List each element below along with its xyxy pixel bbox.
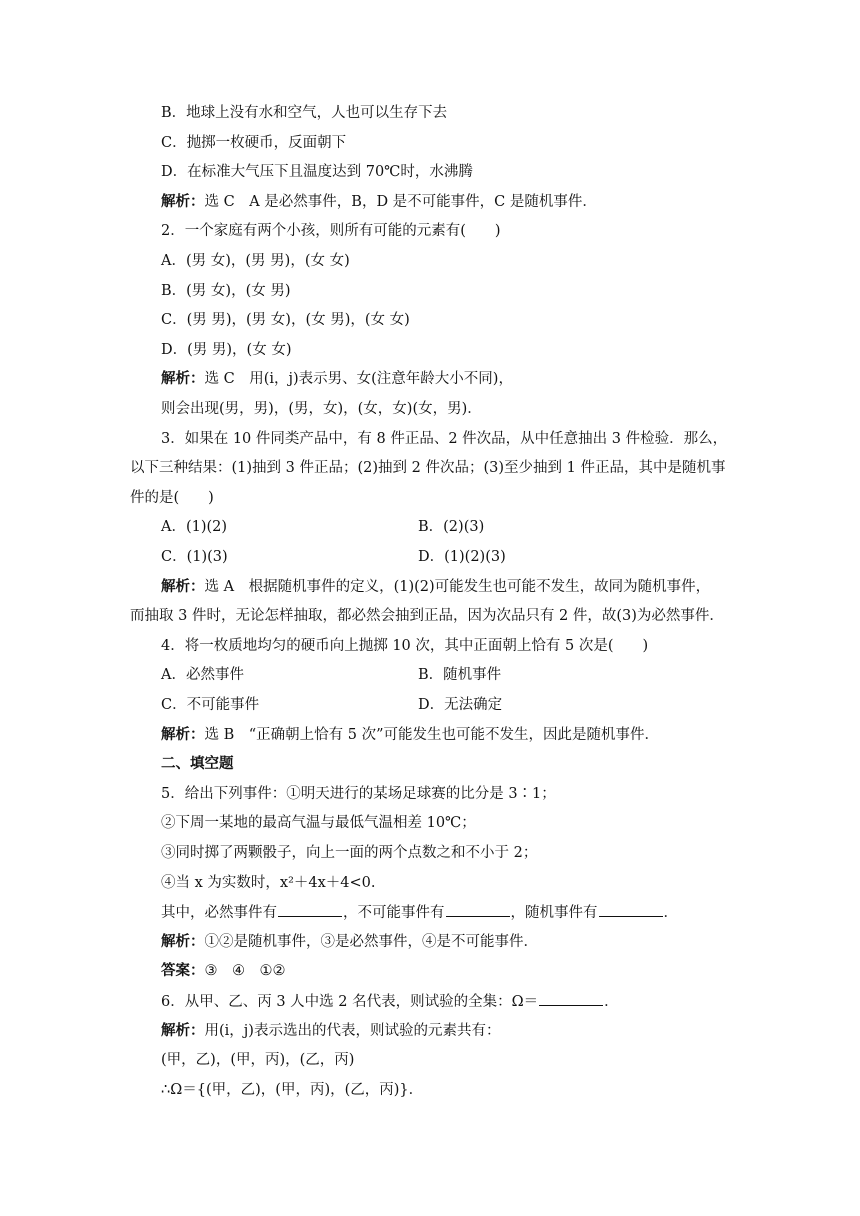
q3-option-d: D．(1)(2)(3): [418, 549, 506, 565]
blank-prompt-impossible: ，不可能事件有: [343, 905, 445, 921]
q4-option-d: D．无法确定: [418, 697, 503, 713]
q4-option-a: A．必然事件: [161, 667, 244, 683]
q4-stem: 4．将一枚质地均匀的硬币向上抛掷 10 次，其中正面朝上恰有 5 次是( ): [161, 638, 649, 654]
q5-event-2: ②下周一某地的最高气温与最低气温相差 10℃；: [161, 815, 476, 831]
q3-option-c: C．(1)(3): [161, 549, 228, 565]
q6-stem-text: 6．从甲、乙、丙 3 人中选 2 名代表，则试验的全集：Ω＝: [161, 994, 539, 1010]
answer-label: 答案：: [161, 962, 205, 979]
q4-option-b: B．随机事件: [418, 667, 502, 683]
solution-label: 解析：: [161, 370, 205, 387]
q6-stem: [161, 991, 619, 1011]
q1-option-c: C．抛掷一枚硬币，反面朝下: [161, 135, 347, 151]
q5-blanks: [161, 902, 678, 922]
q5-event-4: ④当 x 为实数时，x²＋4x＋4<0.: [161, 875, 376, 891]
blank-prompt-random: ，随机事件有: [510, 905, 598, 921]
q3-solution-cont: 而抽取 3 件时，无论怎样抽取，都必然会抽到正品，因为次品只有 2 件，故(3)为必然事件．: [130, 608, 724, 624]
answer-blank: [599, 902, 663, 917]
q3-solution: [161, 577, 710, 597]
q3-option-a: A．(1)(2): [161, 519, 228, 535]
q3-stem-end: 件的是( ): [130, 490, 214, 506]
solution-text: 选 C 用(i，j)表示男、女(注意年龄大小不同)，: [204, 371, 513, 387]
q6-elements: (甲，乙)，(甲，丙)，(乙，丙): [161, 1052, 355, 1068]
blank-prompt-certain: 其中，必然事件有: [161, 905, 277, 921]
solution-label: 解析：: [161, 726, 205, 743]
solution-label: 解析：: [161, 193, 205, 210]
q1-option-d: D．在标准大气压下且温度达到 70℃时，水沸腾: [161, 164, 473, 180]
solution-text: 用(i，j)表示选出的代表，则试验的元素共有：: [204, 1023, 501, 1039]
solution-label: 解析：: [161, 1022, 205, 1039]
answer-blank: [278, 902, 342, 917]
q2-stem: 2．一个家庭有两个小孩，则所有可能的元素有( ): [161, 223, 501, 239]
q2-option-a: A．(男 女)，(男 男)，(女 女): [161, 253, 350, 269]
period: ．: [663, 905, 678, 921]
period: ．: [604, 994, 619, 1010]
q1-solution: [161, 192, 597, 212]
solution-label: 解析：: [161, 578, 205, 595]
solution-text: 选 C A 是必然事件，B，D 是不可能事件，C 是随机事件．: [204, 194, 597, 210]
answer-blank: [446, 902, 510, 917]
q6-set: ∴Ω＝{(甲，乙)，(甲，丙)，(乙，丙)}．: [161, 1082, 424, 1098]
q4-solution: [161, 725, 659, 745]
q3-stem-cont: 以下三种结果：(1)抽到 3 件正品；(2)抽到 2 件次品；(3)至少抽到 1 件正品，其中是随机事: [130, 460, 726, 476]
q2-solution-cont: 则会出现(男，男)，(男，女)，(女，女)(女，男)．: [161, 401, 482, 417]
section-heading-fill-in: 二、填空题: [161, 755, 234, 772]
q1-option-b: B．地球上没有水和空气，人也可以生存下去: [161, 105, 448, 121]
solution-text: 选 B “正确朝上恰有 5 次”可能发生也可能不发生，因此是随机事件．: [204, 727, 660, 743]
q5-stem: 5．给出下列事件：①明天进行的某场足球赛的比分是 3∶1；: [161, 786, 556, 802]
q5-solution: [161, 932, 538, 952]
q6-solution: [161, 1021, 500, 1041]
answer-text: ③ ④ ①②: [204, 963, 286, 979]
q2-solution: [161, 369, 513, 389]
q5-event-3: ③同时掷了两颗骰子，向上一面的两个点数之和不小于 2；: [161, 845, 538, 861]
answer-blank: [539, 991, 603, 1006]
q3-option-b: B．(2)(3): [418, 519, 485, 535]
q2-option-b: B．(男 女)，(女 男): [161, 283, 291, 299]
solution-label: 解析：: [161, 933, 205, 950]
q2-option-c: C．(男 男)，(男 女)，(女 男)，(女 女): [161, 312, 410, 328]
solution-text: ①②是随机事件，③是必然事件，④是不可能事件．: [204, 934, 538, 950]
q4-option-c: C．不可能事件: [161, 697, 260, 713]
q2-option-d: D．(男 男)，(女 女): [161, 342, 292, 358]
solution-text: 选 A 根据随机事件的定义，(1)(2)可能发生也可能不发生，故同为随机事件，: [204, 579, 711, 595]
q3-stem: 3．如果在 10 件同类产品中，有 8 件正品、2 件次品，从中任意抽出 3 件检验．那么，: [161, 431, 728, 447]
q5-answer: [161, 961, 286, 981]
